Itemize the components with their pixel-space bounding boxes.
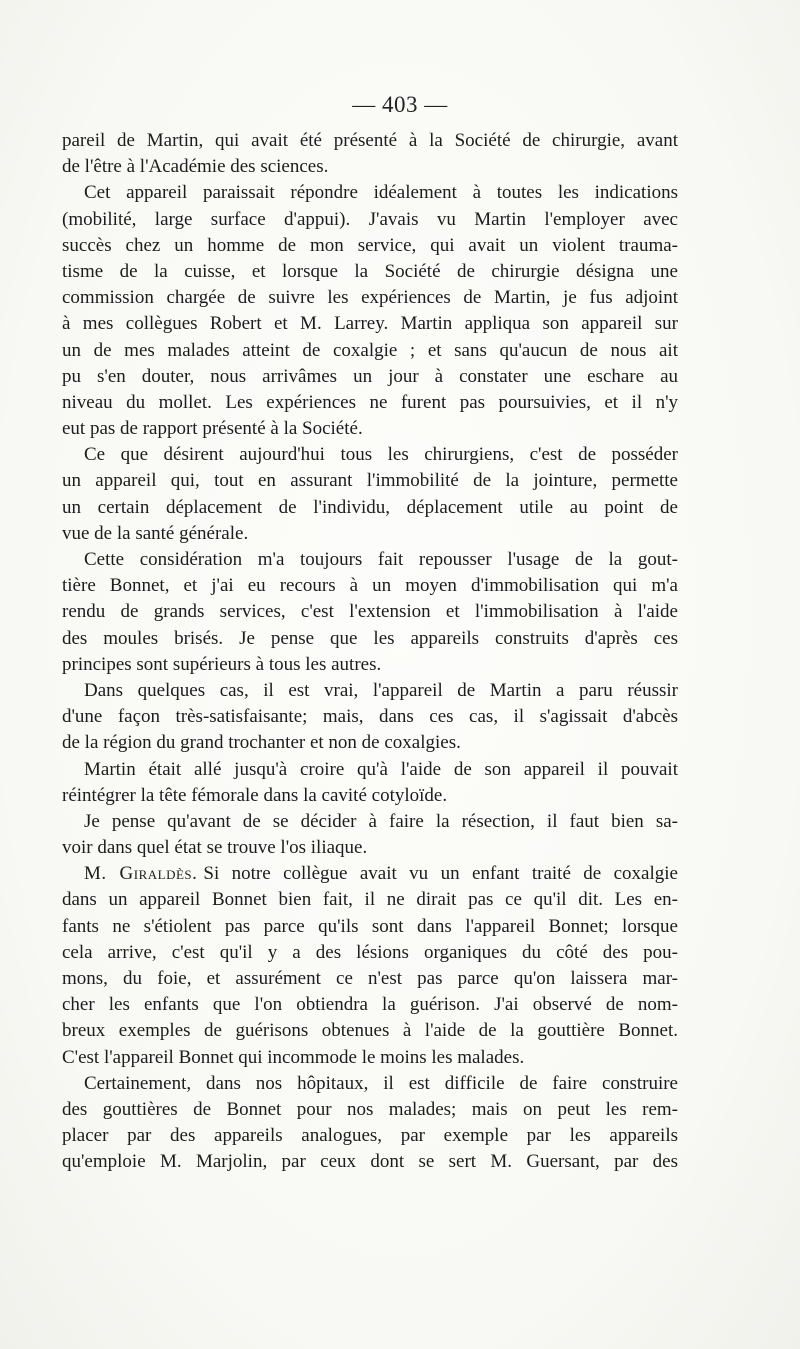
text-line: cher les enfants que l'on obtiendra la guérison. J'ai observé de nom- — [62, 994, 678, 1016]
text-line — [62, 861, 678, 887]
speaker-name: M. Giraldès. — [84, 863, 198, 885]
text-line: placer par des appareils analogues, par exemple par les appareils — [62, 1125, 678, 1147]
text-line: Certainement, dans nos hôpitaux, il est difficile de faire construire — [84, 1072, 678, 1094]
text-line: (mobilité, large surface d'appui). J'avais vu Martin l'employer avec — [62, 208, 678, 230]
text-line: qu'emploie M. Marjolin, par ceux dont se sert M. Guersant, par des — [62, 1151, 678, 1173]
text-line: rendu de grands services, c'est l'extension et l'immobilisation à l'aide — [62, 601, 678, 623]
text-line: breux exemples de guérisons obtenues à l'aide de la gouttière Bonnet. — [62, 1020, 678, 1042]
text-line: des gouttières de Bonnet pour nos malades; mais on peut les rem- — [62, 1098, 678, 1120]
text-line: fants ne s'étiolent pas parce qu'ils sont dans l'appareil Bonnet; lorsque — [62, 915, 678, 937]
text-line: tière Bonnet, et j'ai eu recours à un moyen d'immobilisation qui m'a — [62, 575, 678, 597]
text-line: mons, du foie, et assurément ce n'est pas parce qu'on laissera mar- — [62, 968, 678, 989]
text-line: Dans quelques cas, il est vrai, l'appareil de Martin a paru réussir — [84, 679, 678, 701]
paragraph — [62, 180, 678, 442]
text-line: réintégrer la tête fémorale dans la cavité cotyloïde. — [62, 784, 448, 806]
text-line: de l'être à l'Académie des sciences. — [62, 156, 329, 178]
paragraph — [62, 809, 678, 861]
paragraph — [62, 1071, 678, 1176]
page-number: — 403 — — [352, 92, 448, 117]
text-line: tisme de la cuisse, et lorsque la Société de chirurgie désigna une — [62, 260, 678, 282]
text-line: Cette considération m'a toujours fait repousser l'usage de la gout- — [84, 549, 678, 570]
text-line: pu s'en douter, nous arrivâmes un jour à constater une eschare au — [62, 365, 678, 387]
text-line: à mes collègues Robert et M. Larrey. Martin appliqua son appareil sur — [62, 313, 678, 335]
text-line: de la région du grand trochanter et non de coxalgies. — [62, 732, 461, 754]
text-line: cela arrive, c'est qu'il y a des lésions organiques du côté des pou- — [62, 941, 678, 963]
text-line: des moules brisés. Je pense que les appareils construits d'après ces — [62, 627, 678, 649]
text-line: Je pense qu'avant de se décider à faire la résection, il faut bien sa- — [84, 810, 678, 832]
text-line: C'est l'appareil Bonnet qui incommode le moins les malades. — [62, 1046, 525, 1068]
text-line: voir dans quel état se trouve l'os iliaque. — [62, 837, 368, 859]
text-line: Ce que désirent aujourd'hui tous les chirurgiens, c'est de posséder — [84, 444, 678, 466]
text-line: vue de la santé générale. — [62, 522, 249, 544]
paragraph — [62, 861, 678, 1071]
text-line: dans un appareil Bonnet bien fait, il ne dirait pas ce qu'il dit. Les en- — [62, 889, 678, 911]
body-text — [62, 128, 678, 1176]
text-line: niveau du mollet. Les expériences ne furent pas poursuivies, et il n'y — [62, 391, 678, 413]
text-line: succès chez un homme de mon service, qui avait un violent trauma- — [62, 234, 678, 256]
paragraph — [62, 678, 678, 757]
text-line: Cet appareil paraissait répondre idéalement à toutes les indications — [84, 182, 678, 204]
text-line: pareil de Martin, qui avait été présenté à la Société de chirurgie, avant — [62, 130, 678, 151]
paragraph — [62, 547, 678, 678]
text-line: commission chargée de suivre les expériences de Martin, je fus adjoint — [62, 287, 678, 309]
text-line: un certain déplacement de l'individu, déplacement utile au point de — [62, 496, 678, 518]
text-line: principes sont supérieurs à tous les autres. — [62, 653, 382, 675]
paragraph — [62, 128, 678, 180]
paragraph — [62, 442, 678, 547]
line-text: Si notre collègue avait vu un enfant traité de coxalgie — [203, 863, 678, 885]
text-line: un appareil qui, tout en assurant l'immobilité de la jointure, permette — [62, 470, 678, 492]
paragraph — [62, 757, 678, 809]
text-line: eut pas de rapport présenté à la Société. — [62, 418, 363, 440]
text-line: Martin était allé jusqu'à croire qu'à l'aide de son appareil il pouvait — [84, 758, 678, 780]
text-line: un de mes malades atteint de coxalgie ; et sans qu'aucun de nous ait — [62, 339, 678, 361]
text-line: d'une façon très-satisfaisante; mais, dans ces cas, il s'agissait d'abcès — [62, 706, 678, 728]
